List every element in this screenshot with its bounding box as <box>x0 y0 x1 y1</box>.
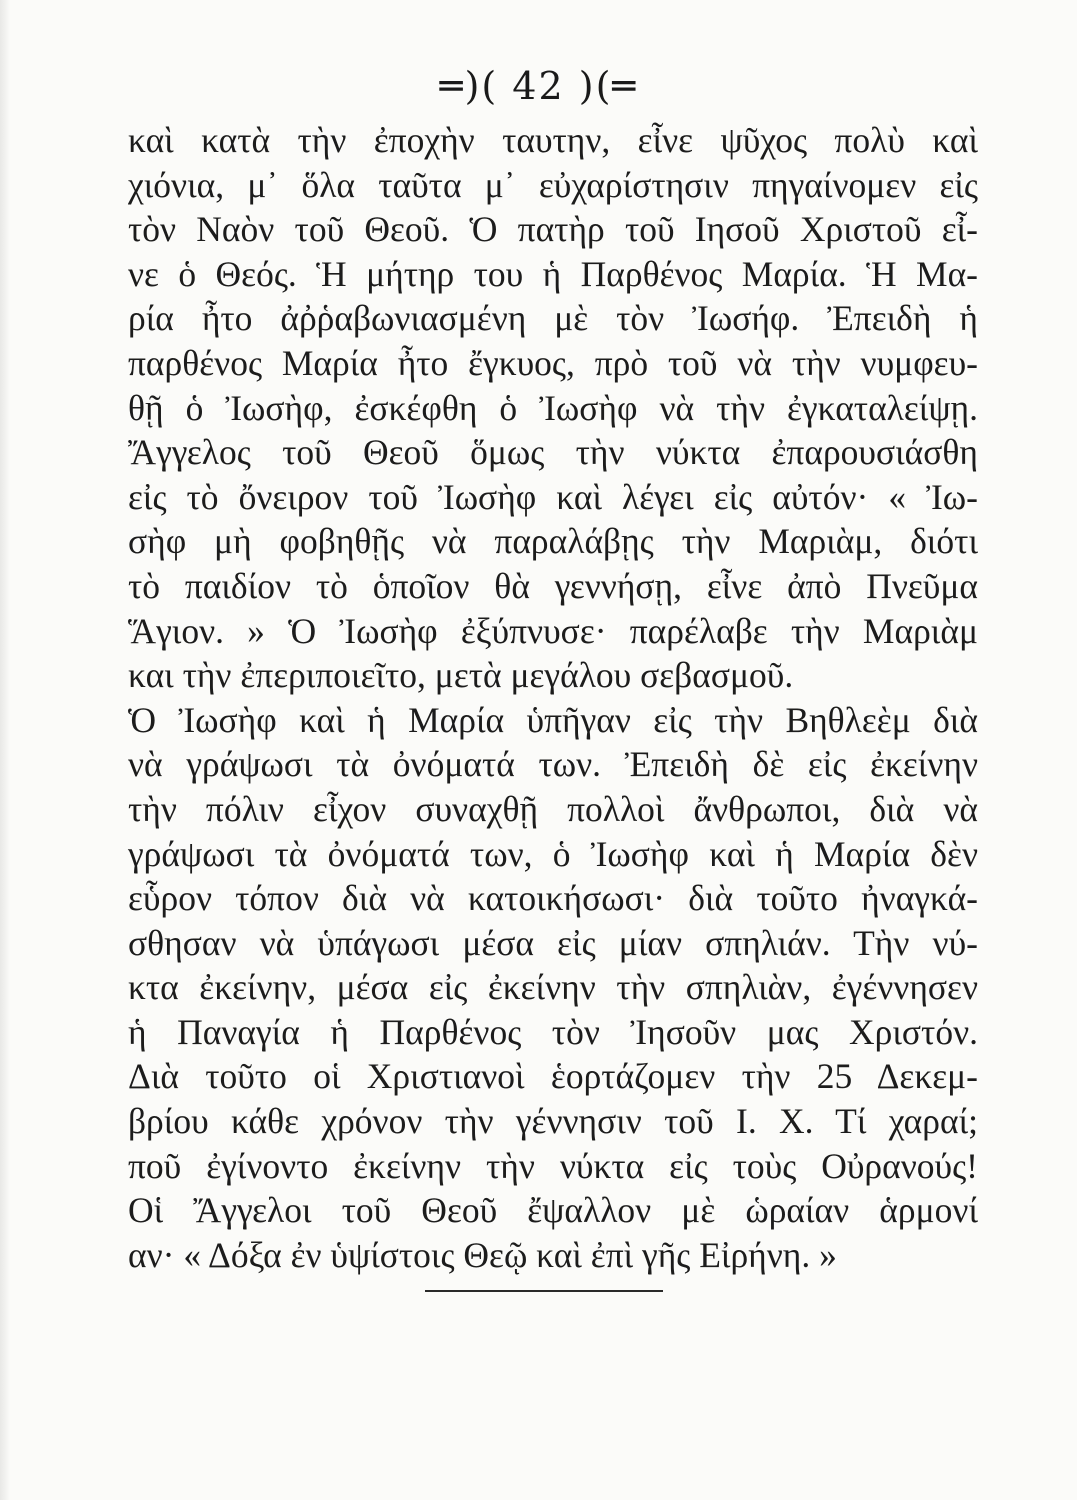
text-line: γράψωσι τὰ ὀνόματά των, ὁ Ἰωσὴφ καὶ ἡ Μαρία δὲν <box>128 833 978 874</box>
text-line: Διὰ τοῦτο οἱ Χριστιανοὶ ἑορτάζομεν τὴν 25 Δεκεμ- <box>128 1056 978 1097</box>
text-line: βρίου κάθε χρόνον τὴν γέννησιν τοῦ Ι. Χ. Τί χαραί; <box>128 1101 978 1142</box>
text-line: τὸν Ναὸν τοῦ Θεοῦ. Ὁ πατὴρ τοῦ Ιησοῦ Χριστοῦ εἶ- <box>128 209 978 250</box>
body-text <box>128 118 978 1277</box>
text-line: ρία ἦτο ἀῤῥαβωνιασμένη μὲ τὸν Ἰωσήφ. Ἐπειδὴ ἡ <box>128 298 978 339</box>
text-line: ποῦ ἐγίνοντο ἐκείνην τὴν νύκτα εἰς τοὺς Οὐρανούς! <box>128 1145 978 1186</box>
text-line: χιόνια, μ᾽ ὅλα ταῦτα μ᾽ εὐχαρίστησιν πηγαίνομεν εἰς <box>128 164 978 205</box>
end-rule-divider <box>425 1290 663 1292</box>
text-line: και τὴν ἐπεριποιεῖτο, μετὰ μεγάλου σεβασμοῦ. <box>128 655 794 696</box>
text-line: Οἱ Ἄγγελοι τοῦ Θεοῦ ἔψαλλον μὲ ὡραίαν ἁρμονί <box>128 1190 978 1231</box>
text-line: τὴν πόλιν εἶχον συναχθῇ πολλοὶ ἄνθρωποι, διὰ νὰ <box>128 788 978 829</box>
text-line: αν· « Δόξα ἐν ὑψίστοις Θεῷ καὶ ἐπὶ γῆς Εἰρήνη. » <box>128 1234 837 1275</box>
text-line: ἡ Παναγία ἡ Παρθένος τὸν Ἰησοῦν μας Χριστόν. <box>128 1011 978 1052</box>
page-number-header: ═)( 42 )(═ <box>439 64 638 108</box>
text-line: παρθένος Μαρία ἦτο ἔγκυος, πρὸ τοῦ νὰ τὴν νυμφευ- <box>128 342 978 383</box>
text-line: νὰ γράψωσι τὰ ὀνόματά των. Ἐπειδὴ δὲ εἰς ἐκείνην <box>128 744 978 785</box>
text-line: καὶ κατὰ τὴν ἐποχὴν ταυτην, εἶνε ψῦχος πολὺ καὶ <box>128 120 978 160</box>
text-line: θῇ ὁ Ἰωσὴφ, ἐσκέφθη ὁ Ἰωσὴφ νὰ τὴν ἐγκαταλείψῃ. <box>128 387 978 428</box>
text-line: Ἅγιον. » Ὁ Ἰωσὴφ ἐξύπνυσε· παρέλαβε τὴν Μαριὰμ <box>128 610 978 651</box>
text-line: εὗρον τόπον διὰ νὰ κατοικήσωσι· διὰ τοῦτο ἠναγκά- <box>128 878 978 919</box>
text-line: τὸ παιδίον τὸ ὁποῖον θὰ γεννήσῃ, εἶνε ἀπὸ Πνεῦμα <box>128 565 978 606</box>
text-line: κτα ἐκείνην, μέσα εἰς ἐκείνην τὴν σπηλιὰν, ἐγέννησεν <box>128 967 978 1008</box>
text-line: Ἄγγελος τοῦ Θεοῦ ὅμως τὴν νύκτα ἐπαρουσιάσθη <box>128 432 978 473</box>
text-line: εἰς τὸ ὄνειρον τοῦ Ἰωσὴφ καὶ λέγει εἰς αὐτόν· « Ἰω- <box>128 476 978 517</box>
text-line: σθησαν νὰ ὑπάγωσι μέσα εἰς μίαν σπηλιάν. Τὴν νύ- <box>128 922 978 963</box>
text-line: νε ὁ Θεός. Ἡ μήτηρ του ἡ Παρθένος Μαρία. Ἡ Μα- <box>128 253 978 294</box>
text-line: σὴφ μὴ φοβηθῇς νὰ παραλάβῃς τὴν Μαριὰμ, διότι <box>128 521 978 562</box>
text-line: Ὁ Ἰωσὴφ καὶ ἡ Μαρία ὑπῆγαν εἰς τὴν Βηθλεὲμ διὰ <box>128 699 978 740</box>
page-edge-shadow <box>0 0 10 1500</box>
